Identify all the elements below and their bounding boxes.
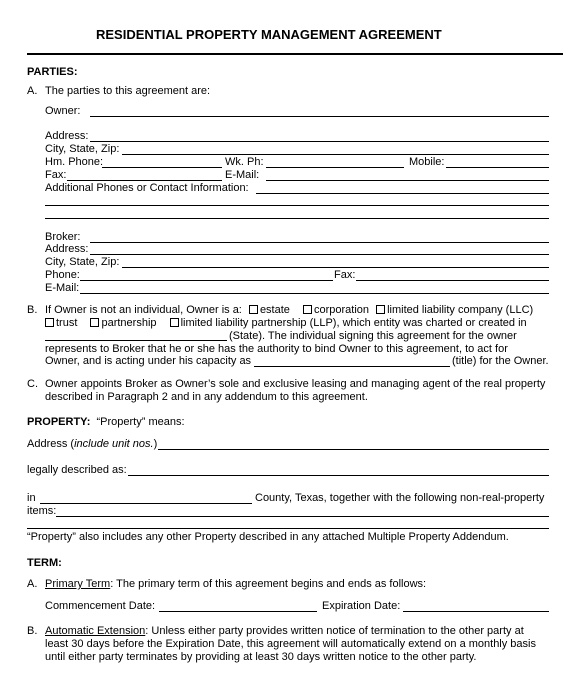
property-also-text: “Property” also includes any other Property described in any attached Multiple Property Addendum. bbox=[27, 531, 509, 543]
hm-phone-field[interactable] bbox=[102, 167, 222, 168]
broker-fax-label: Fax: bbox=[334, 269, 356, 281]
county-in-label: in bbox=[27, 492, 36, 504]
broker-city-label: City, State, Zip: bbox=[45, 256, 120, 268]
county-text: County, Texas, together with the following non-real-property bbox=[255, 492, 545, 504]
broker-phone-field[interactable] bbox=[80, 280, 333, 281]
partnership-checkbox[interactable] bbox=[90, 318, 99, 327]
mobile-field[interactable] bbox=[446, 167, 549, 168]
items-field-2[interactable] bbox=[27, 528, 549, 529]
expiration-date-field[interactable] bbox=[403, 611, 549, 612]
owner-fax-label: Fax: bbox=[45, 169, 67, 181]
term-b-line2: least 30 days before the Expiration Date, this agreement will automatically extend on a monthly basis bbox=[45, 638, 536, 650]
property-address-field[interactable] bbox=[158, 449, 549, 450]
property-heading-row bbox=[27, 416, 185, 429]
expiration-label: Expiration Date: bbox=[322, 600, 401, 612]
trust-checkbox[interactable] bbox=[45, 318, 54, 327]
parties-b-line4: represents to Broker that he or she has the authority to bind Owner to this agreement, to act for bbox=[45, 343, 508, 355]
entity-type-intro: If Owner is not an individual, Owner is a: bbox=[45, 304, 242, 316]
term-b-marker: B. bbox=[27, 625, 38, 637]
parties-c-line1: Owner appoints Broker as Owner’s sole and exclusive leasing and managing agent of the real property bbox=[45, 378, 546, 390]
parties-heading: PARTIES: bbox=[27, 66, 78, 78]
legal-description-field[interactable] bbox=[128, 475, 549, 476]
items-field-1[interactable] bbox=[56, 516, 549, 517]
additional-field-3[interactable] bbox=[45, 218, 549, 219]
llp-checkbox[interactable] bbox=[170, 318, 179, 327]
hm-phone-label: Hm. Phone: bbox=[45, 156, 104, 168]
broker-phone-label: Phone: bbox=[45, 269, 80, 281]
primary-term-text: : The primary term of this agreement begins and ends as follows: bbox=[110, 578, 427, 590]
owner-email-field[interactable] bbox=[266, 180, 549, 181]
corporation-checkbox[interactable] bbox=[303, 305, 312, 314]
broker-city-field[interactable] bbox=[122, 267, 549, 268]
corporation-label: corporation bbox=[313, 304, 370, 316]
auto-extension-label: Automatic Extension bbox=[45, 625, 146, 637]
legally-described-label: legally described as: bbox=[27, 464, 127, 476]
llc-checkbox[interactable] bbox=[376, 305, 385, 314]
address-label-start: Address ( bbox=[27, 438, 75, 450]
wk-phone-label: Wk. Ph: bbox=[225, 156, 264, 168]
broker-email-field[interactable] bbox=[80, 293, 549, 294]
broker-label: Broker: bbox=[45, 231, 81, 243]
auto-extension-text: : Unless either party provides written notice of termination to the other party at bbox=[145, 625, 524, 637]
additional-field-1[interactable] bbox=[256, 193, 549, 194]
capacity-title-field[interactable] bbox=[254, 366, 450, 367]
partnership-label: partnership bbox=[101, 317, 157, 329]
state-field[interactable] bbox=[45, 340, 227, 341]
parties-c-line2: described in Paragraph 2 and in any addendum to this agreement. bbox=[45, 391, 368, 403]
owner-city-label: City, State, Zip: bbox=[45, 143, 120, 155]
term-a-line bbox=[45, 578, 426, 591]
term-a-marker: A. bbox=[27, 578, 38, 590]
owner-field[interactable] bbox=[90, 116, 549, 117]
estate-label: estate bbox=[259, 304, 290, 316]
owner-email-label: E-Mail: bbox=[225, 169, 260, 181]
term-b-line3: until either party terminates by providing at least 30 days written notice to the other party. bbox=[45, 651, 477, 663]
additional-field-2[interactable] bbox=[45, 205, 549, 206]
property-address-label bbox=[27, 438, 157, 451]
broker-address-label: Address: bbox=[45, 243, 89, 255]
parties-c-marker: C. bbox=[27, 378, 38, 390]
commencement-label: Commencement Date: bbox=[45, 600, 156, 612]
owner-fax-field[interactable] bbox=[67, 180, 222, 181]
owner-label: Owner: bbox=[45, 105, 81, 117]
owner-city-field[interactable] bbox=[122, 154, 549, 155]
term-heading: TERM: bbox=[27, 557, 62, 569]
address-label-end: ) bbox=[153, 438, 158, 450]
broker-field[interactable] bbox=[90, 242, 549, 243]
broker-fax-field[interactable] bbox=[356, 280, 549, 281]
parties-a-text: The parties to this agreement are: bbox=[45, 85, 211, 97]
commencement-date-field[interactable] bbox=[159, 611, 317, 612]
parties-b-marker: B. bbox=[27, 304, 38, 316]
llc-label: limited liability company (LLC) bbox=[387, 304, 534, 316]
parties-b-line2 bbox=[45, 317, 527, 330]
items-label: items: bbox=[27, 505, 57, 517]
owner-address-label: Address: bbox=[45, 130, 89, 142]
title-rule bbox=[27, 53, 563, 55]
additional-label: Additional Phones or Contact Information: bbox=[45, 182, 249, 194]
owner-address-field[interactable] bbox=[90, 141, 549, 142]
property-means: “Property” means: bbox=[96, 416, 185, 428]
parties-b-line5-post: (title) for the Owner. bbox=[452, 355, 549, 367]
parties-b-line5-pre: Owner, and is acting under his capacity as bbox=[45, 355, 252, 367]
property-heading: PROPERTY: bbox=[27, 416, 91, 428]
document-title: RESIDENTIAL PROPERTY MANAGEMENT AGREEMENT bbox=[96, 27, 442, 42]
county-field[interactable] bbox=[40, 503, 252, 504]
parties-b-line1 bbox=[45, 304, 533, 317]
parties-b-line3: (State). The individual signing this agreement for the owner bbox=[229, 330, 517, 342]
mobile-label: Mobile: bbox=[409, 156, 445, 168]
estate-checkbox[interactable] bbox=[249, 305, 258, 314]
address-label-italic: include unit nos. bbox=[74, 438, 154, 450]
primary-term-label: Primary Term bbox=[45, 578, 111, 590]
created-in-text: , which entity was charted or created in bbox=[336, 317, 527, 329]
wk-phone-field[interactable] bbox=[266, 167, 404, 168]
parties-a-marker: A. bbox=[27, 85, 38, 97]
broker-email-label: E-Mail: bbox=[45, 282, 80, 294]
broker-address-field[interactable] bbox=[90, 254, 549, 255]
term-b-line1 bbox=[45, 625, 524, 638]
trust-label: trust bbox=[56, 317, 78, 329]
llp-label: limited liability partnership (LLP) bbox=[180, 317, 337, 329]
